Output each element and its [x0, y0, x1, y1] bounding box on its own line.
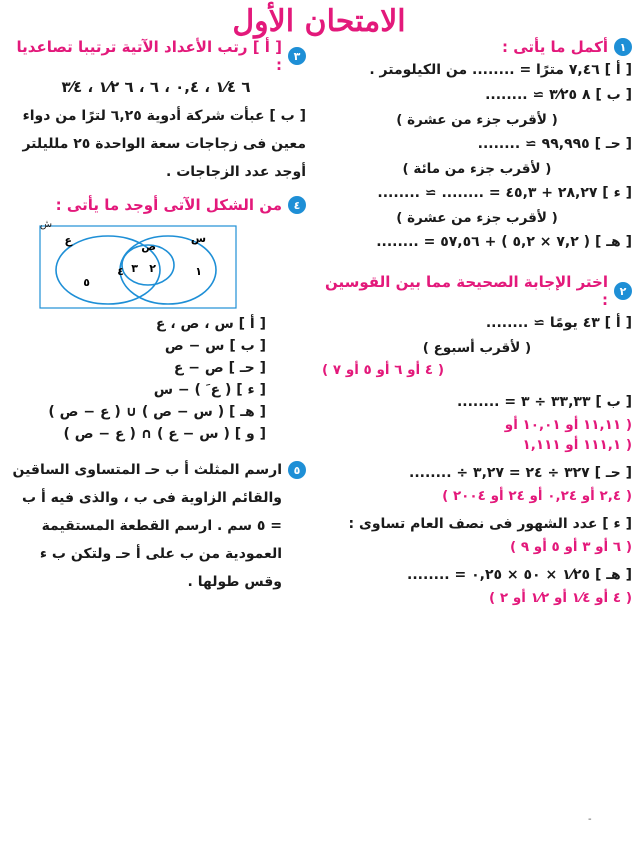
- left-column: [6, 32, 306, 600]
- q3-b-text: [ ب ] عبأت شركة أدوية ٦,٢٥ لترًا من دواء معين فى زجاجات سعة الواحدة ٢٥ ملليلتر أوجد عدد الزجاجات .: [22, 108, 306, 180]
- q4-d: [ ء ] ( ع َ ) − س: [153, 382, 266, 398]
- q4-a: [ أ ] س ، ص ، ع: [155, 316, 266, 332]
- q3-heading: [6, 38, 306, 74]
- q3-number-badge: ٣: [288, 47, 306, 65]
- q5-text: ارسم المثلث أ ب حـ المتساوى الساقين والقائم الزاوية فى ب ، والذى فيه أ ب = ٥ سم . ارسم القطعة المستقيمة العمودية من ب على أ حـ ولتكن ب ء وقس طولها .: [12, 462, 282, 590]
- q4-b: [ ب ] س − ص: [164, 338, 266, 354]
- q2-heading: [322, 273, 632, 309]
- set-q-label: س: [190, 232, 206, 245]
- element-5: ٥: [83, 276, 90, 289]
- q1-d-note: ( لأقرب جزء من عشرة ): [396, 210, 558, 226]
- set-p-label: ص: [141, 240, 156, 253]
- q2-a-options: ( ٤ أو ٦ أو ٥ أو ٧ ): [322, 362, 445, 378]
- q2-number-badge: ٢: [614, 282, 632, 300]
- universal-set-label: ش: [39, 220, 53, 230]
- footer-mark: -: [588, 814, 592, 825]
- element-3: ٣: [131, 262, 138, 275]
- page-title: الامتحان الأول: [232, 4, 406, 39]
- q2-d-options: ( ٦ أو ٣ أو ٥ أو ٩ ): [509, 539, 632, 555]
- q1-title: أكمل ما يأتى :: [502, 38, 608, 56]
- q2-d: [ ء ] عدد الشهور فى نصف العام تساوى :: [348, 516, 632, 532]
- q2-a-note: ( لأقرب أسبوع ): [422, 340, 532, 356]
- venn-diagram: [38, 220, 238, 310]
- q1-heading: [322, 38, 632, 56]
- q4-heading: [6, 196, 306, 214]
- q5-block: [6, 456, 306, 596]
- q3-a-title: [ أ ] رتب الأعداد الآتية ترتيبا تصاعديا :: [16, 38, 282, 74]
- q1-d: [ ء ] ٢٨,٢٧ + ٤٥,٣ = ........ ≃ ........: [377, 185, 632, 201]
- q1-b: [ ب ] ٨ ٣⁄٢٥ ≃ ........: [485, 87, 632, 103]
- q4-f: [ و ] ( س − ع ) ∩ ( ع − ص ): [63, 426, 266, 442]
- q1-c: [ حـ ] ٩٩,٩٩٥ ≃ ........: [477, 136, 632, 152]
- q4-c: [ حـ ] ص − ع: [173, 360, 266, 376]
- q2-c: [ حـ ] ٣٢٧ ÷ ٢٤ = ٣,٢٧ ÷ ........: [409, 465, 632, 481]
- q1-e: [ هـ ] ( ٧,٢ × ٥,٢ ) + ٥٧,٥٦ = ........: [376, 234, 632, 250]
- element-4: ٤: [117, 265, 124, 278]
- q3-sequence: ٦ ١⁄٤ ، ٠,٤ ، ٦ ، ٦ ١⁄٢ ، ٣⁄٤: [61, 78, 251, 96]
- q4-number-badge: ٤: [288, 196, 306, 214]
- right-column: [322, 32, 632, 610]
- q1-c-note: ( لأقرب جزء من مائة ): [402, 161, 552, 177]
- set-r-label: ع: [64, 234, 72, 247]
- q2-b-options-1: ( ١١,١١ أو ١٠,٠١ أو: [504, 417, 632, 433]
- q1-b-note: ( لأقرب جزء من عشرة ): [396, 112, 558, 128]
- q4-e: [ هـ ] ( س − ص ) ∪ ( ع − ص ): [48, 404, 266, 420]
- q2-a: [ أ ] ٤٣ يومًا ≃ ........: [485, 315, 632, 331]
- q1-a: [ أ ] ٧,٤٦ مترًا = ........ من الكيلومتر .: [369, 62, 632, 78]
- q2-b-options-2: ( ١١١,١ أو ١,١١١: [522, 437, 632, 453]
- element-1: ١: [195, 265, 202, 278]
- element-2: ٢: [149, 262, 156, 275]
- q2-e: [ هـ ] ١⁄٢٥ × ٥٠ × ٠,٢٥ = ........: [407, 567, 632, 583]
- q2-title: اختر الإجابة الصحيحة مما بين القوسين :: [325, 273, 608, 309]
- q2-c-options: ( ٢,٤ أو ٠,٢٤ أو ٢٤ أو ٢٠٠٤ ): [442, 488, 632, 504]
- q2-e-options: ( ٤ أو ١⁄٤ أو ١⁄٢ أو ٢ ): [489, 590, 632, 606]
- q4-title: من الشكل الآتى أوجد ما يأتى :: [55, 196, 282, 214]
- q5-number-badge: ٥: [288, 461, 306, 479]
- q2-b: [ ب ] ٣٣,٣٣ ÷ ٣ = ........: [456, 394, 632, 410]
- q1-number-badge: ١: [614, 38, 632, 56]
